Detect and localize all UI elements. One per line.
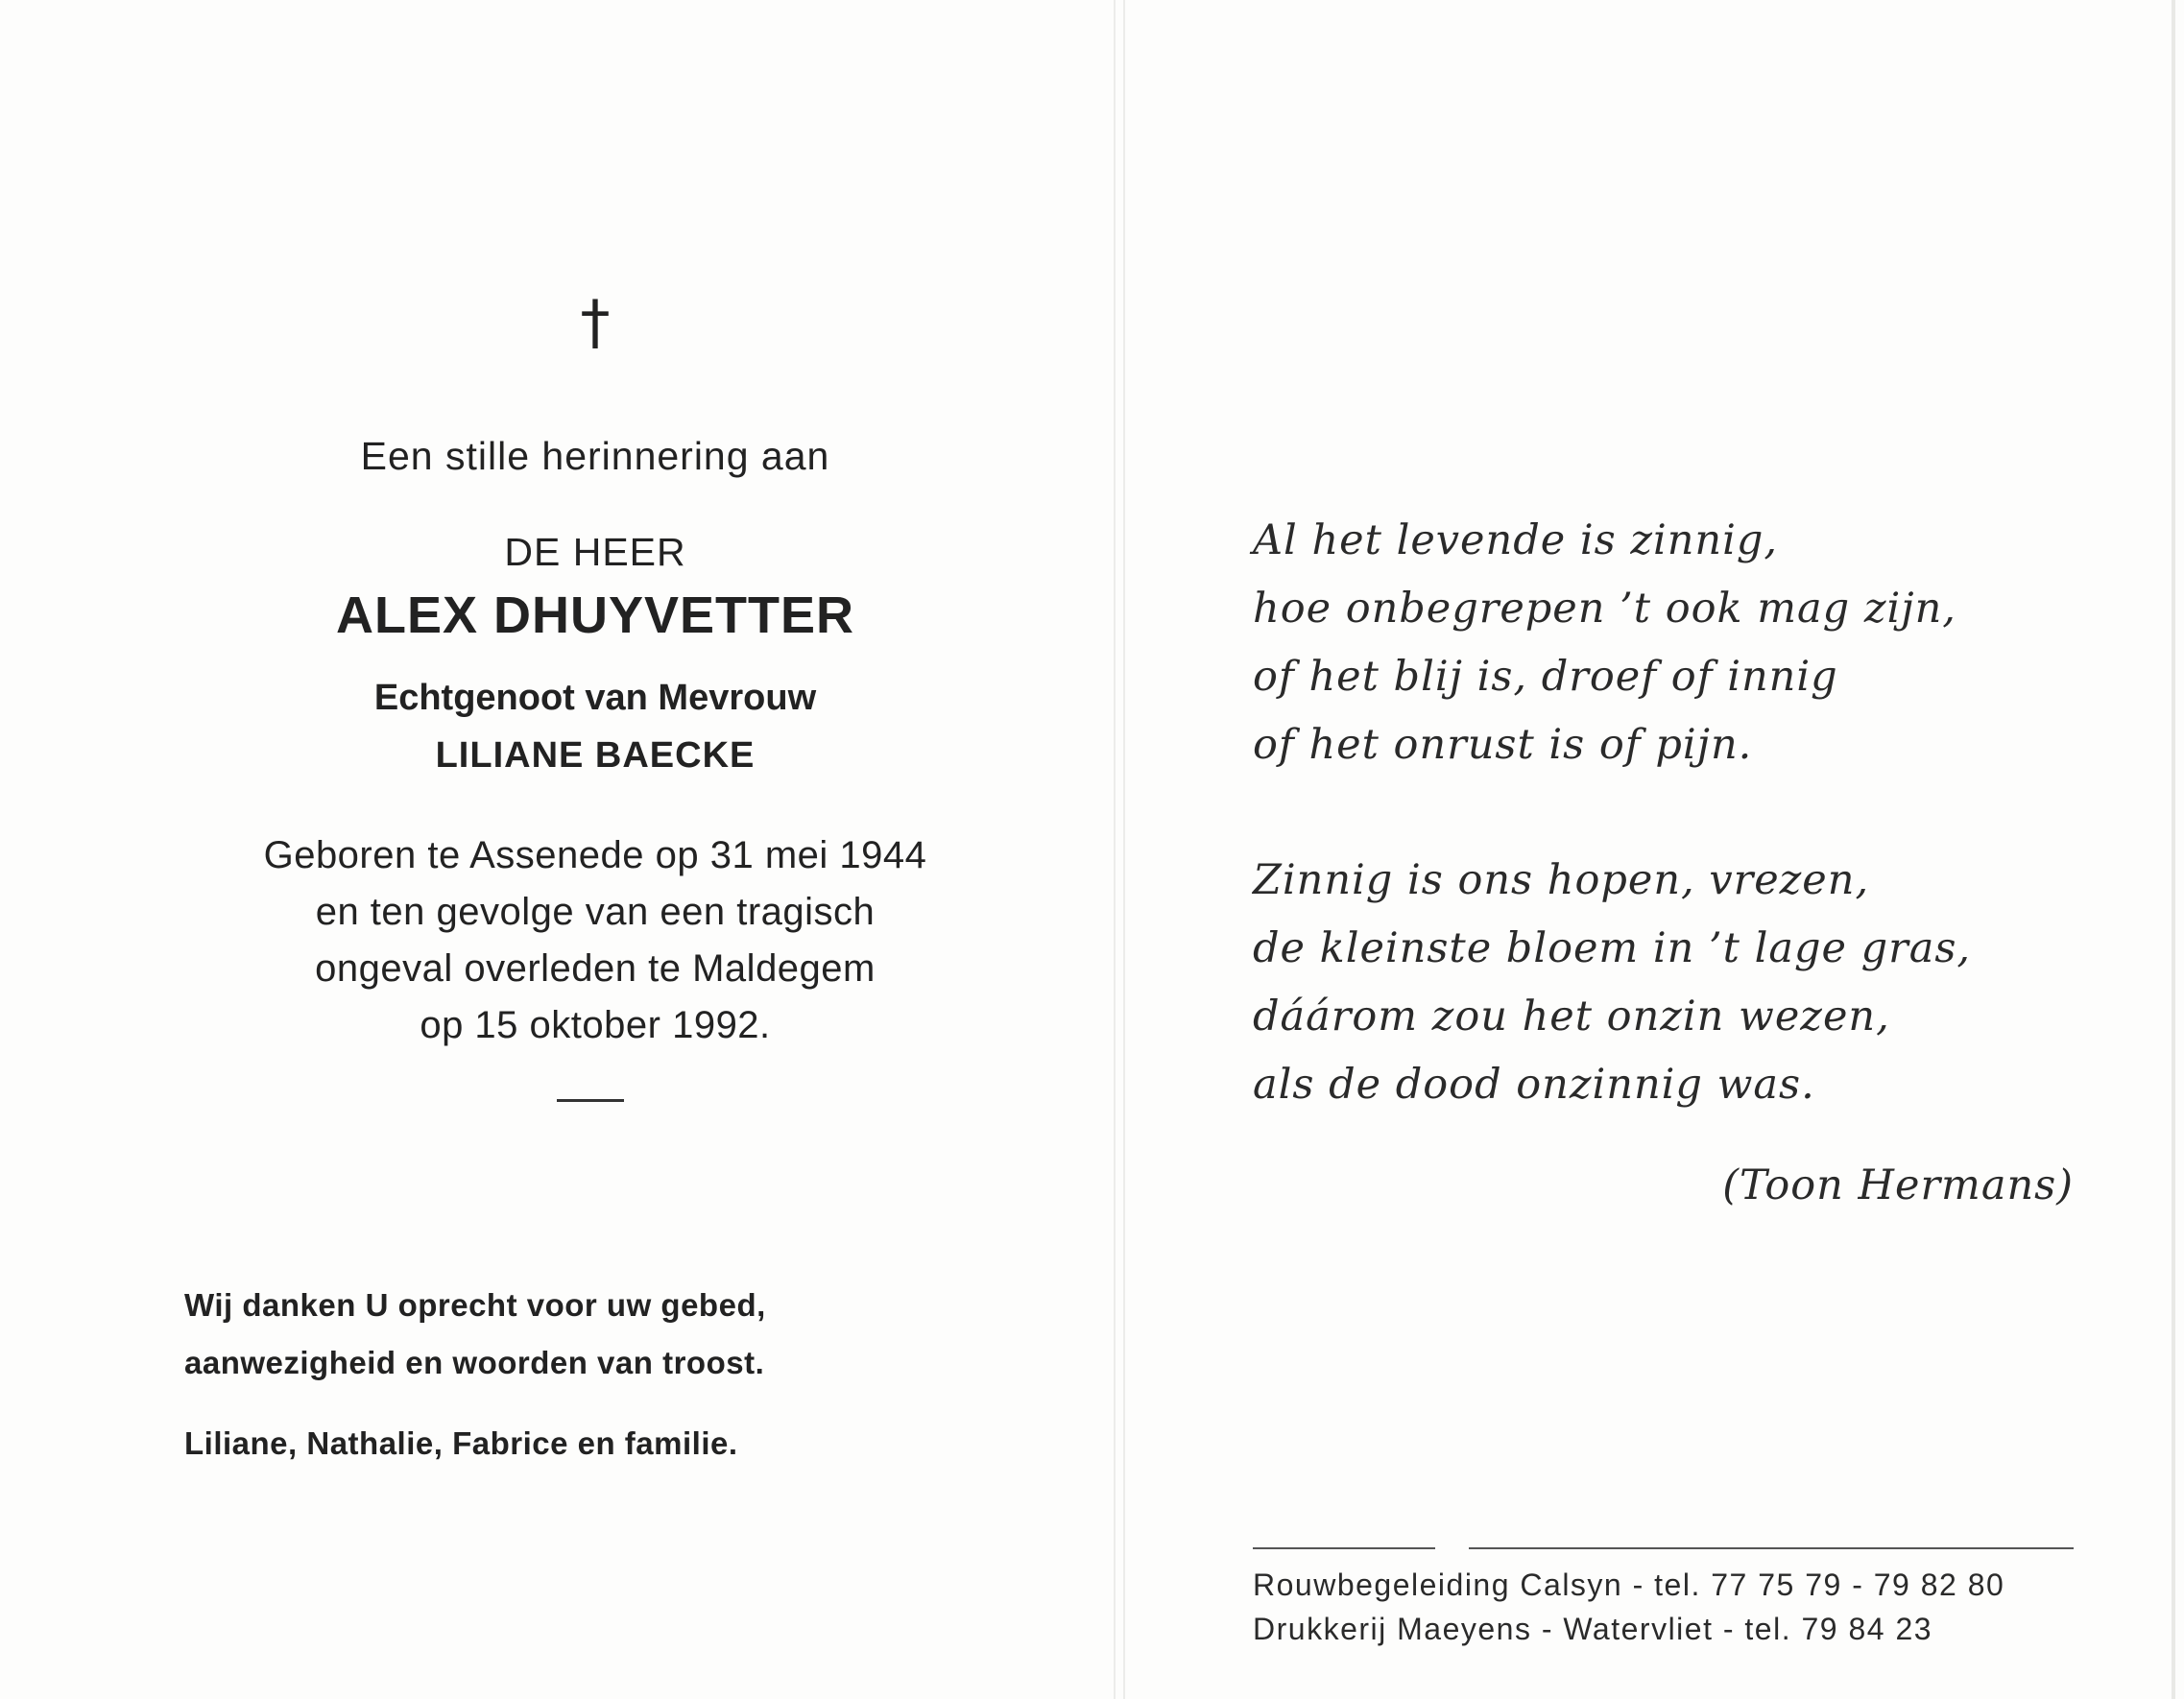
footer-rule	[1469, 1547, 2074, 1549]
thanks-block	[184, 1277, 952, 1472]
life-line: op 15 oktober 1992.	[420, 1004, 771, 1046]
spouse-label: Echtgenoot van Mevrouw	[373, 678, 817, 718]
life-line: en ten gevolge van een tragisch	[315, 891, 876, 933]
poem	[1253, 507, 2117, 1119]
card-fold	[1114, 0, 1125, 1699]
life-details	[173, 827, 1018, 1054]
printer-credits	[1253, 1563, 2098, 1651]
poem-line: of het onrust is of pijn.	[1253, 721, 1753, 769]
intro-text: Een stille herinnering aan	[360, 434, 830, 478]
stanza-gap	[1253, 779, 2117, 847]
thanks-line: aanwezigheid en woorden van troost.	[184, 1345, 765, 1380]
poem-line: de kleinste bloem in ’t lage gras,	[1253, 924, 1972, 972]
honorific: DE HEER	[504, 530, 686, 574]
poem-line: dáárom zou het onzin wezen,	[1253, 993, 1890, 1041]
spouse-name: LILIANE BAECKE	[435, 735, 756, 776]
poem-line: of het blij is, droef of innig	[1253, 653, 1838, 701]
cross-icon: †	[580, 287, 611, 357]
deceased-name: ALEX DHUYVETTER	[335, 586, 855, 644]
printer-line: Rouwbegeleiding Calsyn - tel. 77 75 79 - 79 82 80	[1253, 1567, 2005, 1602]
printer-line: Drukkerij Maeyens - Watervliet - tel. 79 84 23	[1253, 1612, 1933, 1646]
life-line: Geboren te Assenede op 31 mei 1944	[263, 834, 927, 876]
poem-line: hoe onbegrepen ’t ook mag zijn,	[1253, 585, 1956, 633]
poem-author: (Toon Hermans)	[1722, 1161, 2074, 1209]
poem-line: Zinnig is ons hopen, vrezen,	[1253, 856, 1870, 904]
footer-rule	[1253, 1547, 1435, 1549]
poem-line: als de dood onzinnig was.	[1253, 1061, 1815, 1109]
life-line: ongeval overleden te Maldegem	[315, 947, 876, 990]
thanks-line: Wij danken U oprecht voor uw gebed,	[184, 1287, 766, 1323]
poem-line: Al het levende is zinnig,	[1253, 516, 1779, 564]
card-edge	[2172, 0, 2175, 1699]
divider-dash	[557, 1099, 624, 1102]
family-signature: Liliane, Nathalie, Fabrice en familie.	[184, 1425, 738, 1461]
